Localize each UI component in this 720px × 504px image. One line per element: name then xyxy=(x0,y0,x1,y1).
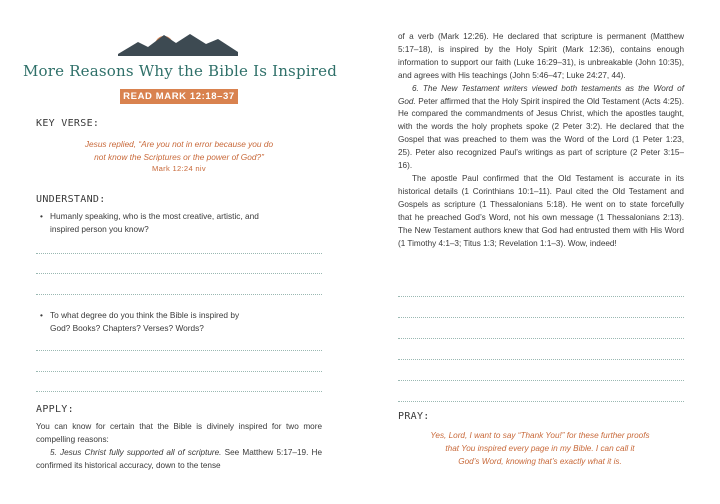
prayer-text: Yes, Lord, I want to say “Thank You!” for these further proofs that You inspired every page in my Bible. I can call it God’s Word, knowing that’s exactly what it is. xyxy=(430,431,650,466)
key-verse-label: KEY VERSE: xyxy=(36,118,100,129)
notes-line[interactable] xyxy=(398,338,684,339)
notes-line[interactable] xyxy=(398,380,684,381)
read-passage-badge: READ MARK 12:18–37 xyxy=(120,89,238,104)
page-title: More Reasons Why the Bible Is Inspired xyxy=(22,62,338,80)
apply-text: You can know for certain that the Bible is divinely inspired for two more compelling reasons: 5. Jesus Christ fully supported all of scripture. See Matthew 5:17–19. He confirmed its historical accuracy, down to the tense xyxy=(36,422,323,470)
bullet-icon: • xyxy=(40,211,43,221)
key-verse-reference: Mark 12:24 niv xyxy=(151,164,206,173)
notes-line[interactable] xyxy=(398,296,684,297)
notes-line[interactable] xyxy=(398,359,684,360)
understand-label: UNDERSTAND: xyxy=(36,194,106,205)
answer-line[interactable] xyxy=(36,350,322,351)
pray-label: PRAY: xyxy=(398,411,430,422)
question-1: • Humanly speaking, who is the most creative, artistic, and inspired person you know? xyxy=(40,211,259,234)
notes-line[interactable] xyxy=(398,401,684,402)
answer-line[interactable] xyxy=(36,294,322,295)
answer-line[interactable] xyxy=(36,253,322,254)
bullet-icon: • xyxy=(40,310,43,320)
answer-line[interactable] xyxy=(36,273,322,274)
question-2: • To what degree do you think the Bible is inspired by God? Books? Chapters? Verses? Words? xyxy=(40,310,240,333)
right-column-text: of a verb (Mark 12:26). He declared that scripture is permanent (Matthew 5:17–18), is inspired by the Holy Spirit (Mark 12:36), contains enough information to support our faith (Luke 16:29–31), is unbreakable (John 10:35), and agrees with His teachings (John 5:46–47; Luke 24:27, 44). 6. The New Testament writers viewed both testaments as the Word of God. Peter affirmed that the Holy Spirit inspired the Old Testament (Acts 4:25). He compared the commandments of Jesus Christ, which the apostles taught, with the words the holy prophets spoke (2 Peter 3:2). He declared that the Gospel that was preached to them was the Word of the Lord (1 Peter 1:23, 25). Peter also recognized Paul’s writings as part of scripture (2 Peter 3:15–16). The apostle Paul confirmed that the Old Testament is accurate in its historical details (1 Corinthians 10:1–11). Paul cited the Old Testament and Gospels as scripture (1 Thessalonians 5:18). He went on to state forcefully that he preached God’s Word, not his own message (1 Thessalonians 2:13). The New Testament authors knew that God had entrusted them with His Word (1 Timothy 4:1–3; Titus 1:3; Revelation 1:1–3). Wow, indeed! xyxy=(398,32,684,248)
mountain-sun-icon xyxy=(118,30,238,58)
key-verse-text: Jesus replied, “Are you not in error because you do not know the Scriptures or the power of God?” xyxy=(84,139,274,162)
apply-label: APPLY: xyxy=(36,404,74,415)
answer-line[interactable] xyxy=(36,391,322,392)
answer-line[interactable] xyxy=(36,371,322,372)
notes-line[interactable] xyxy=(398,317,684,318)
